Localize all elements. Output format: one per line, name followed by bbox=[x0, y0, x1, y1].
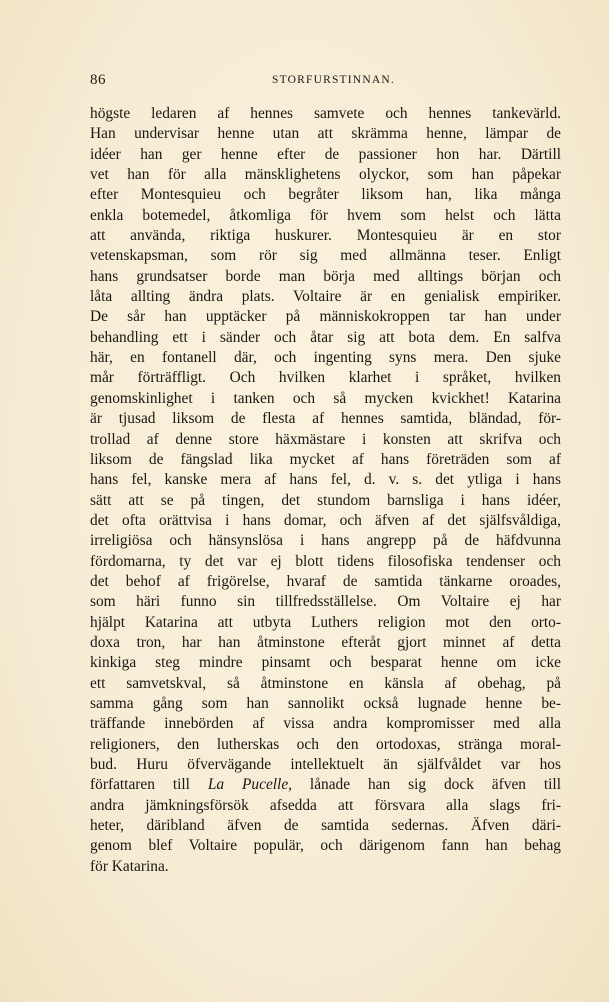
text-line: träffande innebörden af vissa andra kompromisser med alla bbox=[90, 715, 561, 733]
text-segment: lånade han sig dock äfven till bbox=[292, 776, 561, 794]
text-line: här, en fontanell där, och ingenting syns mera. Den sjuke bbox=[90, 349, 561, 367]
text-line: heter, däribland äfven de samtida sedernas. Äfven däri- bbox=[90, 817, 561, 835]
text-line: kinkiga steg mindre pinsamt och besparat henne om icke bbox=[90, 654, 561, 672]
text-line: samma gång som han sannolikt också lugnade henne be- bbox=[90, 694, 561, 712]
text-line: högste ledaren af hennes samvete och hennes tankevärld. bbox=[90, 105, 561, 122]
body-text bbox=[90, 104, 561, 877]
text-line: mår förträffligt. Och hvilken klarhet i språket, hvilken bbox=[90, 369, 561, 387]
text-segment: författaren till bbox=[90, 776, 208, 794]
text-line: efter Montesquieu och begråter liksom han, lika många bbox=[90, 186, 561, 204]
text-line: religioners, den lutherskas och den ortodoxas, stränga moral- bbox=[90, 735, 561, 753]
text-line: bud. Huru öfvervägande intellektuelt än själfvåldet var hos bbox=[90, 756, 561, 773]
text-line: att använda, riktiga huskurer. Montesquieu är en stor bbox=[90, 227, 561, 245]
text-line: det behof af frigörelse, hvaraf de samtida tänkarne oroades, bbox=[90, 572, 561, 590]
text-line: ett samvetskval, så åtminstone en känsla af obehag, på bbox=[90, 674, 561, 692]
text-line: låta allting ändra plats. Voltaire är en genialisk empiriker. bbox=[90, 288, 561, 306]
text-line: andra jämkningsförsök afsedda att försvara alla slags fri- bbox=[90, 796, 561, 814]
text-line: De sår han upptäcker på människokroppen tar han under bbox=[90, 308, 561, 326]
italic-book-title: La Pucelle, bbox=[207, 776, 293, 794]
text-line: hjälpt Katarina att utbyta Luthers religion mot den orto- bbox=[90, 613, 561, 631]
page-header bbox=[90, 72, 560, 94]
text-line: det ofta orättvisa i hans domar, och äfven af det själfsvåldiga, bbox=[90, 511, 561, 529]
text-line-with-italic-title bbox=[90, 775, 561, 795]
text-line: fördomarna, ty det var ej blott tidens filosofiska tendenser och bbox=[90, 552, 561, 570]
text-line: sätt att se på tingen, det stundom barnsliga i hans idéer, bbox=[90, 491, 561, 509]
text-line: hans fel, kanske mera af hans fel, d. v. s. det ytliga i hans bbox=[90, 471, 561, 489]
text-line: genom blef Voltaire populär, och därigenom fann han behag bbox=[90, 837, 561, 855]
page-number: 86 bbox=[90, 72, 106, 88]
text-line: Han undervisar henne utan att skrämma henne, lämpar de bbox=[90, 125, 561, 143]
text-line: behandling ett i sänder och åtar sig att bota dem. En salfva bbox=[90, 328, 561, 346]
text-line: som häri funno sin tillfredsställelse. Om Voltaire ej har bbox=[90, 593, 561, 611]
text-line: liksom de fängslad lika mycket af hans företräden som af bbox=[90, 450, 561, 468]
text-line: vet han för alla mänsklighetens olyckor, som han påpekar bbox=[90, 166, 561, 184]
running-title: STORFURSTINNAN. bbox=[272, 74, 395, 86]
text-line: för Katarina. bbox=[90, 857, 169, 875]
text-line: doxa tron, har han åtminstone efteråt gjort minnet af detta bbox=[90, 633, 561, 651]
text-line: enkla botemedel, åtkomliga för hvem som helst och lätta bbox=[90, 206, 561, 224]
text-line: irreligiösa och hänsynslösa i hans angrepp på de häfdvunna bbox=[90, 532, 561, 550]
text-line: hans grundsatser borde man börja med alltings början och bbox=[90, 267, 561, 285]
text-line: är tjusad liksom de flesta af hennes samtida, bländad, för- bbox=[90, 410, 561, 428]
text-line: vetenskapsman, som rör sig med allmänna teser. Enligt bbox=[90, 247, 561, 265]
text-line: idéer han ger henne efter de passioner hon har. Därtill bbox=[90, 145, 561, 163]
text-line: trollad af denne store häxmästare i konsten att skrifva och bbox=[90, 430, 561, 448]
text-line: genomskinlighet i tanken och så mycken kvickhet! Katarina bbox=[90, 389, 561, 407]
